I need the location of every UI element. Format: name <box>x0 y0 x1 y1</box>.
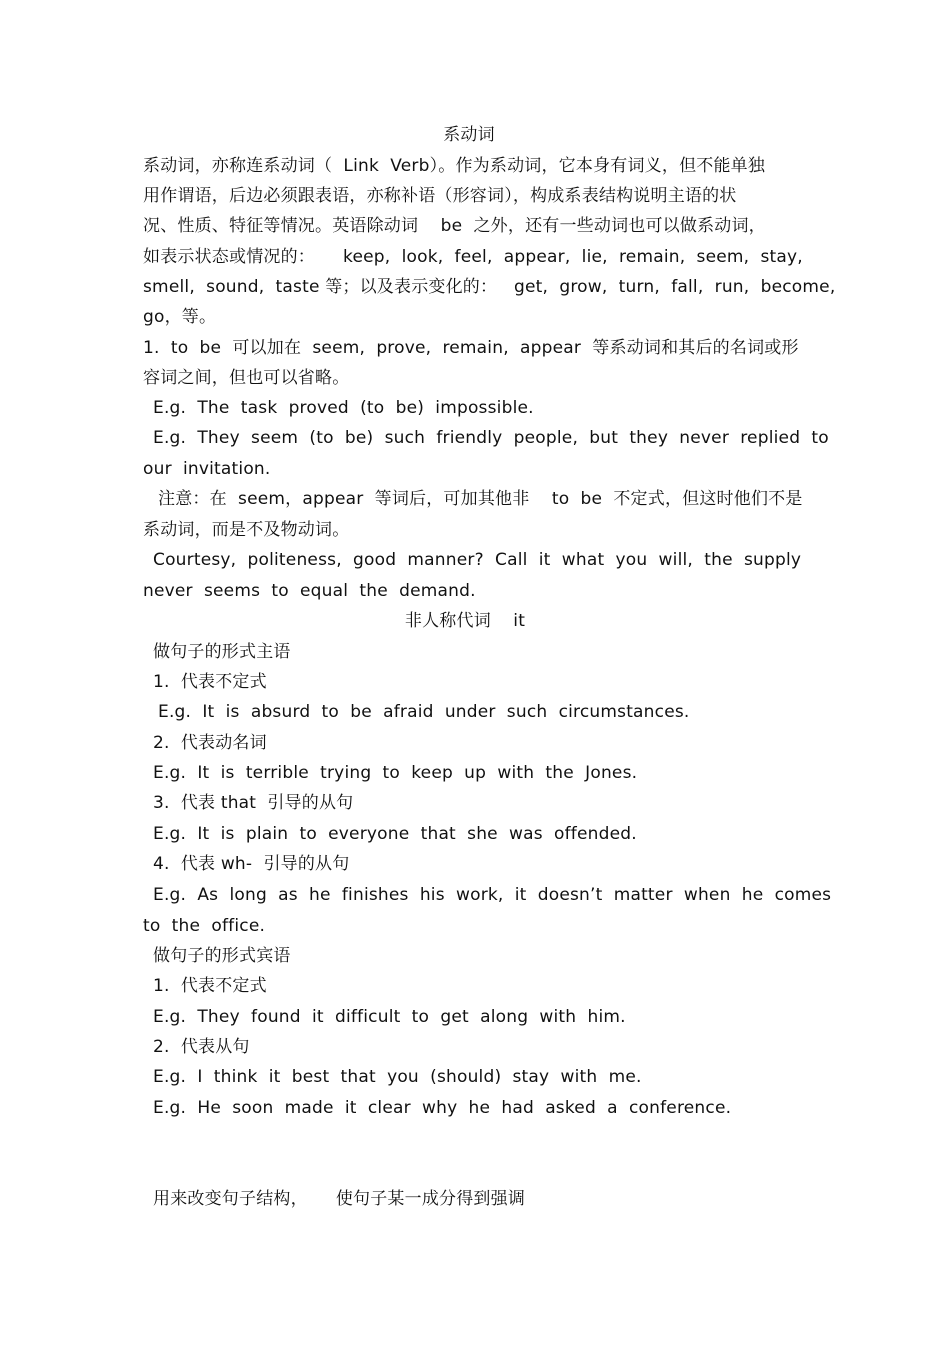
intro-line-3: 况、性质、特征等情况。英语除动词 be 之外，还有一些动词也可以做系动词， <box>143 216 766 236</box>
subject-item-2-example: E.g. It is terrible trying to keep up with the Jones. <box>153 763 638 783</box>
intro-line-1: 系动词，亦称连系动词（ Link Verb）。作为系动词，它本身有词义，但不能单独 <box>143 156 766 176</box>
section-title-linking-verbs: 系动词 <box>443 125 495 145</box>
subject-item-1-label: 1. 代表不定式 <box>153 672 267 692</box>
subject-item-1-example: E.g. It is absurd to be afraid under such circumstances. <box>158 702 690 722</box>
point1-line-1: 1. to be 可以加在 seem, prove, remain, appear 等系动词和其后的名词或形 <box>143 338 799 358</box>
object-heading: 做句子的形式宾语 <box>153 946 291 966</box>
wh-example-line-1: E.g. As long as he finishes his work, it doesn’t matter when he comes <box>153 885 832 905</box>
intro-line-5: smell, sound, taste 等；以及表示变化的： get, grow, turn, fall, run, become, <box>143 277 836 297</box>
intro-line-4: 如表示状态或情况的： keep, look, feel, appear, lie, remain, seem, stay, <box>143 247 803 267</box>
subject-item-3-example: E.g. It is plain to everyone that she was offended. <box>153 824 637 844</box>
quote-line-1: Courtesy, politeness, good manner? Call it what you will, the supply <box>153 550 802 570</box>
intro-line-6: go，等。 <box>143 307 217 327</box>
point1-line-2: 容词之间，但也可以省略。 <box>143 368 350 388</box>
example-2-line-2: our invitation. <box>143 459 271 479</box>
intro-line-2: 用作谓语，后边必须跟表语，亦称补语（形容词），构成系表结构说明主语的状 <box>143 186 737 206</box>
subject-item-4-label: 4. 代表 wh- 引导的从句 <box>153 854 350 874</box>
subject-item-2-label: 2. 代表动名词 <box>153 733 267 753</box>
wh-example-line-2: to the office. <box>143 916 266 936</box>
object-item-2-example-2: E.g. He soon made it clear why he had asked a conference. <box>153 1098 732 1118</box>
note-line-2: 系动词，而是不及物动词。 <box>143 520 350 540</box>
object-item-1-label: 1. 代表不定式 <box>153 976 267 996</box>
object-item-2-example-1: E.g. I think it best that you (should) stay with me. <box>153 1067 642 1087</box>
object-item-2-label: 2. 代表从句 <box>153 1037 250 1057</box>
example-1: E.g. The task proved (to be) impossible. <box>153 398 534 418</box>
subject-item-3-label: 3. 代表 that 引导的从句 <box>153 793 354 813</box>
closing-line: 用来改变句子结构， 使句子某一成分得到强调 <box>153 1189 526 1209</box>
section-title-impersonal-it: 非人称代词 it <box>404 611 526 631</box>
example-2-line-1: E.g. They seem (to be) such friendly people, but they never replied to <box>153 428 829 448</box>
subject-heading: 做句子的形式主语 <box>153 642 291 662</box>
note-line-1: 注意：在 seem，appear 等词后，可加其他非 to be 不定式，但这时他们不是 <box>158 489 803 509</box>
quote-line-2: never seems to equal the demand. <box>143 581 476 601</box>
object-item-1-example: E.g. They found it difficult to get along with him. <box>153 1007 626 1027</box>
